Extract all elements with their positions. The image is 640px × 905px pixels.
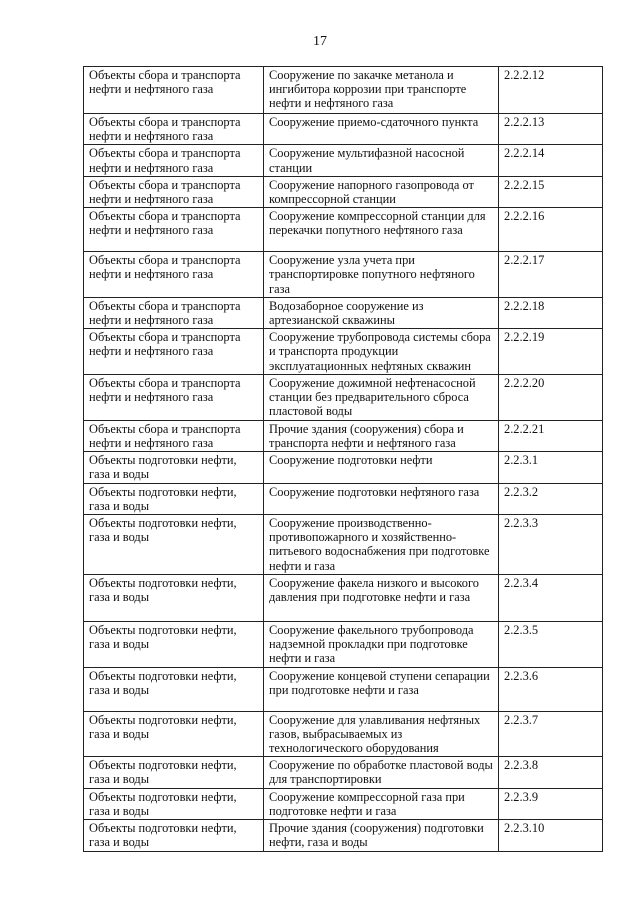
table-row [84,575,603,622]
object-group-cell: Объекты подготовки нефти, газа и воды [84,667,264,711]
table-row [84,114,603,145]
structure-name-cell: Прочие здания (сооружения) подготовки нефти, газа и воды [264,820,499,851]
structure-name-cell: Сооружение компрессорной газа при подготовке нефти и газа [264,788,499,819]
page-number: 17 [313,34,327,49]
object-group-cell: Объекты подготовки нефти, газа и воды [84,711,264,757]
structure-name-cell: Сооружение факела низкого и высокого давления при подготовке нефти и газа [264,575,499,622]
object-group-cell: Объекты сбора и транспорта нефти и нефтяного газа [84,145,264,176]
structure-name-cell: Сооружение для улавливания нефтяных газов, выбрасываемых из технологического оборудования [264,711,499,757]
classification-code-cell: 2.2.3.3 [499,515,603,575]
object-group-cell: Объекты сбора и транспорта нефти и нефтяного газа [84,329,264,375]
classification-code-cell: 2.2.2.12 [499,67,603,114]
structure-name-cell: Сооружение дожимной нефтенасосной станции без предварительного сброса пластовой воды [264,374,499,420]
table-row [84,145,603,176]
structure-name-cell: Сооружение приемо-сдаточного пункта [264,114,499,145]
table-row [84,252,603,298]
object-group-cell: Объекты подготовки нефти, газа и воды [84,452,264,483]
structure-name-cell: Сооружение по обработке пластовой воды для транспортировки [264,757,499,788]
object-group-cell: Объекты сбора и транспорта нефти и нефтяного газа [84,176,264,207]
structure-name-cell: Сооружение подготовки нефти [264,452,499,483]
table-row [84,208,603,252]
table-row [84,67,603,114]
classification-code-cell: 2.2.2.16 [499,208,603,252]
table-row [84,420,603,451]
classification-code-cell: 2.2.3.5 [499,622,603,668]
classification-code-cell: 2.2.2.17 [499,252,603,298]
table-row [84,176,603,207]
classification-code-cell: 2.2.3.6 [499,667,603,711]
classification-code-cell: 2.2.3.1 [499,452,603,483]
object-group-cell: Объекты сбора и транспорта нефти и нефтяного газа [84,420,264,451]
table-row [84,622,603,668]
table-row [84,788,603,819]
classification-code-cell: 2.2.3.10 [499,820,603,851]
object-group-cell: Объекты подготовки нефти, газа и воды [84,622,264,668]
classification-code-cell: 2.2.3.2 [499,483,603,514]
table-row [84,667,603,711]
object-group-cell: Объекты сбора и транспорта нефти и нефтяного газа [84,208,264,252]
object-group-cell: Объекты сбора и транспорта нефти и нефтяного газа [84,297,264,328]
table-row [84,452,603,483]
object-group-cell: Объекты подготовки нефти, газа и воды [84,788,264,819]
classification-code-cell: 2.2.2.21 [499,420,603,451]
table-row [84,329,603,375]
classification-code-cell: 2.2.2.14 [499,145,603,176]
structure-name-cell: Сооружение подготовки нефтяного газа [264,483,499,514]
structure-name-cell: Сооружение концевой ступени сепарации при подготовке нефти и газа [264,667,499,711]
structure-name-cell: Сооружение по закачке метанола и ингибитора коррозии при транспорте нефти и нефтяного газа [264,67,499,114]
classification-code-cell: 2.2.2.18 [499,297,603,328]
table-row [84,483,603,514]
object-group-cell: Объекты подготовки нефти, газа и воды [84,575,264,622]
structure-name-cell: Водозаборное сооружение из артезианской скважины [264,297,499,328]
structure-name-cell: Сооружение факельного трубопровода надземной прокладки при подготовке нефти и газа [264,622,499,668]
object-group-cell: Объекты подготовки нефти, газа и воды [84,515,264,575]
structure-name-cell: Сооружение трубопровода системы сбора и транспорта продукции эксплуатационных нефтяных скважин [264,329,499,375]
table-row [84,515,603,575]
table-row [84,757,603,788]
table-row [84,820,603,851]
object-group-cell: Объекты подготовки нефти, газа и воды [84,483,264,514]
object-group-cell: Объекты сбора и транспорта нефти и нефтяного газа [84,374,264,420]
object-group-cell: Объекты сбора и транспорта нефти и нефтяного газа [84,67,264,114]
structure-name-cell: Сооружение компрессорной станции для перекачки попутного нефтяного газа [264,208,499,252]
classification-code-cell: 2.2.2.13 [499,114,603,145]
classification-code-cell: 2.2.3.4 [499,575,603,622]
object-group-cell: Объекты сбора и транспорта нефти и нефтяного газа [84,252,264,298]
structure-name-cell: Сооружение производственно-противопожарного и хозяйственно-питьевого водоснабжения при подготовке нефти и газа [264,515,499,575]
classification-code-cell: 2.2.3.7 [499,711,603,757]
table-row [84,297,603,328]
structure-name-cell: Сооружение мультифазной насосной станции [264,145,499,176]
structure-name-cell: Сооружение напорного газопровода от компрессорной станции [264,176,499,207]
table-row [84,374,603,420]
object-group-cell: Объекты подготовки нефти, газа и воды [84,757,264,788]
structure-name-cell: Прочие здания (сооружения) сбора и транспорта нефти и нефтяного газа [264,420,499,451]
classification-code-cell: 2.2.2.19 [499,329,603,375]
classification-code-cell: 2.2.3.8 [499,757,603,788]
object-group-cell: Объекты подготовки нефти, газа и воды [84,820,264,851]
classification-code-cell: 2.2.3.9 [499,788,603,819]
classification-table [83,66,603,852]
structure-name-cell: Сооружение узла учета при транспортировке попутного нефтяного газа [264,252,499,298]
table-body [84,67,603,852]
classification-code-cell: 2.2.2.15 [499,176,603,207]
object-group-cell: Объекты сбора и транспорта нефти и нефтяного газа [84,114,264,145]
classification-code-cell: 2.2.2.20 [499,374,603,420]
table-row [84,711,603,757]
